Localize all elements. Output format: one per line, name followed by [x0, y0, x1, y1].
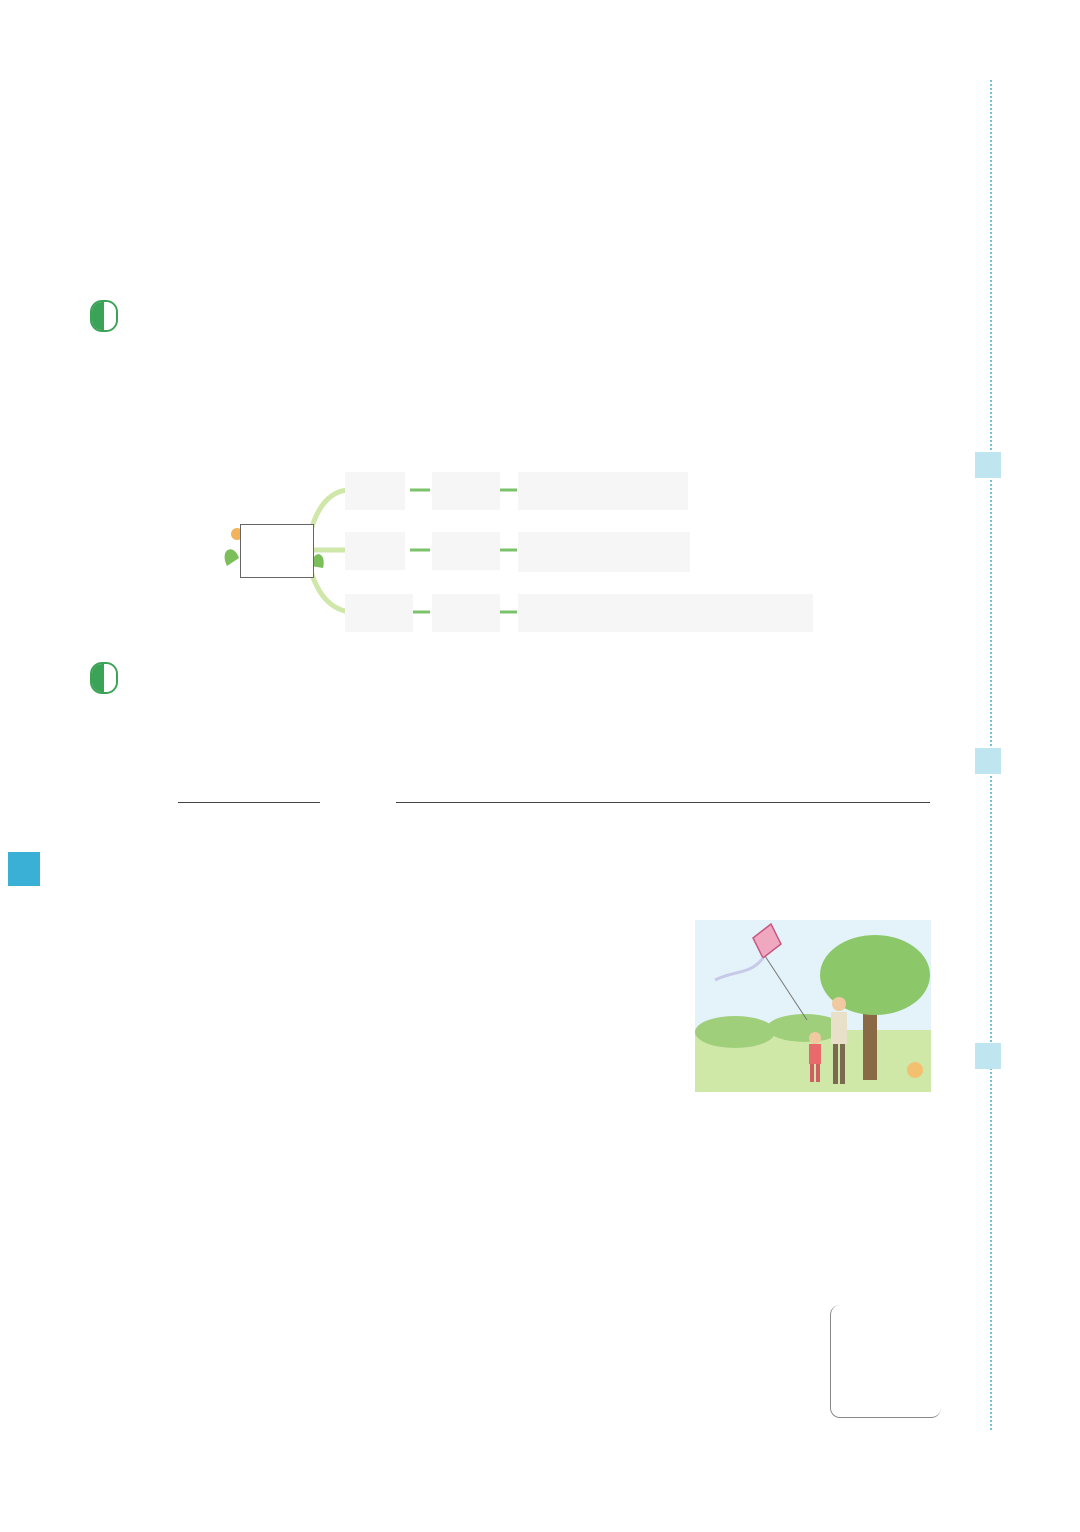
score-box [830, 1305, 941, 1418]
q3-tag-main [92, 302, 104, 330]
q3-tag-sub [104, 302, 116, 330]
kite-flying-illustration [695, 920, 931, 1092]
side-label-1 [975, 452, 1001, 478]
map-center-node [240, 524, 314, 578]
map-blank-2 [345, 532, 405, 570]
map-node-bg-1 [432, 472, 500, 510]
section-badge [8, 852, 40, 886]
map-node-bg-2 [518, 472, 688, 510]
map-blank-3 [518, 532, 690, 572]
q4-answer-line-1[interactable] [178, 802, 320, 803]
map-blank-4 [432, 594, 500, 632]
map-blank-1 [345, 472, 405, 510]
side-label-2 [975, 748, 1001, 774]
q3-tag [90, 300, 118, 332]
map-node-bg-4 [345, 594, 413, 632]
q4-tag-sub [104, 664, 116, 692]
q4-tag [90, 662, 118, 694]
q4-tag-main [92, 664, 104, 692]
map-node-bg-3 [432, 532, 500, 570]
map-node-bg-5 [518, 594, 813, 632]
side-label-3 [975, 1043, 1001, 1069]
q4-answer-line-2[interactable] [396, 802, 930, 803]
